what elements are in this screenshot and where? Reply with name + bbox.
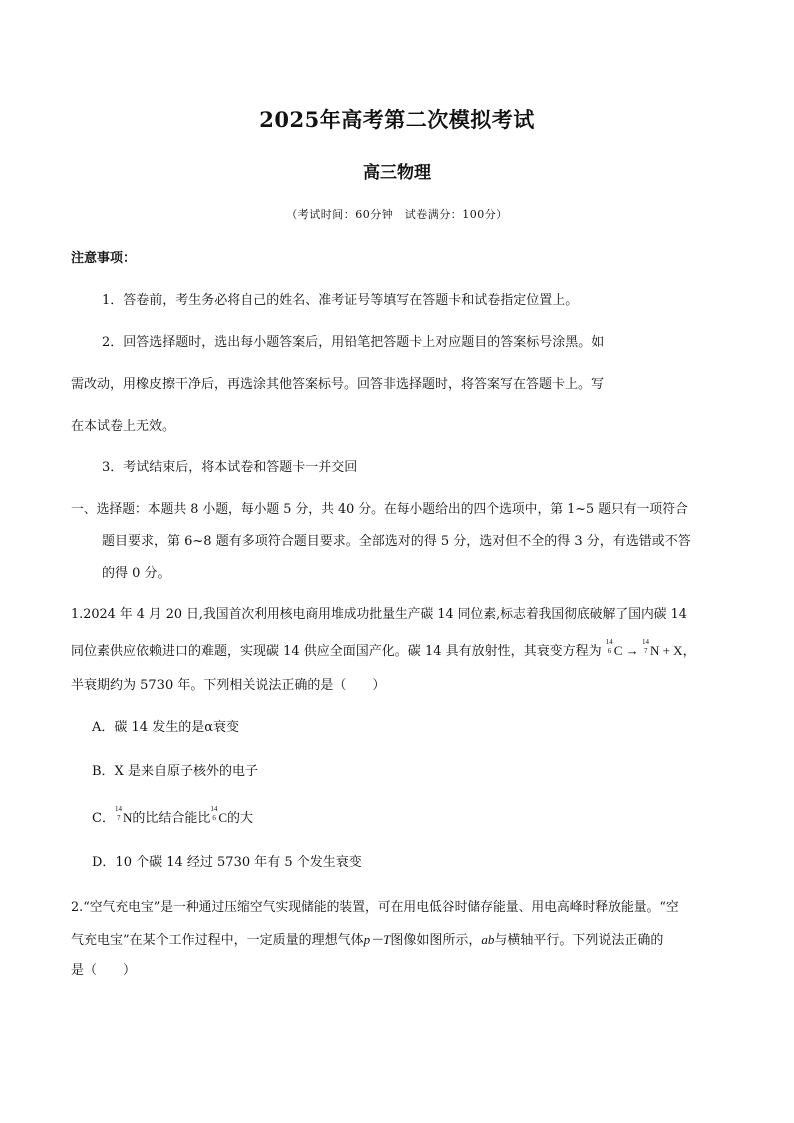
section-1-line-2: 题目要求，第 6~8 题有多项符合题目要求。全部选对的得 5 分，选对但不全的得 3 分，有选错或不答 — [102, 534, 691, 549]
question-1-option-b: B．X 是来自原子核外的电子 — [92, 764, 258, 779]
notice-item-1: 1．答卷前，考生务必将自己的姓名、准考证号等填写在答题卡和试卷指定位置上。 — [102, 293, 579, 308]
carbon-atomic-number: 6 — [607, 647, 612, 655]
question-1-line-1: 1.2024 年 4 月 20 日,我国首次利用核电商用堆成功批量生产碳 14 同位素,标志着我国彻底破解了国内碳 14 — [71, 607, 687, 622]
option-c-nitrogen-atomic: 7 — [116, 814, 121, 822]
question-2-line-1: 2.“空气充电宝”是一种通过压缩空气实现储能的装置，可在用电低谷时储存能量、用电高峰时释放能量。“空 — [71, 900, 679, 915]
section-1-line-1: 一、选择题：本题共 8 小题，每小题 5 分，共 40 分。在每小题给出的四个选项中，第 1~5 题只有一项符合 — [71, 502, 688, 517]
comma: ， — [682, 643, 696, 658]
ab-variable: ab — [481, 932, 495, 947]
question-1-option-d: D．10 个碳 14 经过 5730 年有 5 个发生衰变 — [92, 855, 362, 870]
decay-equation — [605, 638, 696, 658]
exam-info: （考试时间：60分钟 试卷满分：100分） — [286, 208, 508, 221]
notice-item-2-line-2: 需改动，用橡皮擦干净后，再选涂其他答案标号。回答非选择题时，将答案写在答题卡上。写 — [71, 377, 605, 392]
nitrogen-mass-number: 14 — [641, 638, 649, 646]
option-c-carbon-mass: 14 — [210, 805, 218, 813]
option-c-carbon-atomic: 6 — [212, 814, 216, 822]
notice-item-2-line-1: 2．回答选择题时，选出每小题答案后，用铅笔把答题卡上对应题目的答案标号涂黑。如 — [102, 335, 605, 350]
notice-item-2-line-3: 在本试卷上无效。 — [71, 419, 176, 434]
notice-item-3: 3．考试结束后，将本试卷和答题卡一并交回 — [102, 460, 358, 475]
option-c-nitrogen-mass: 14 — [114, 805, 122, 813]
question-1-line-3: 半衰期约为 5730 年。下列相关说法正确的是（ ） — [71, 678, 386, 693]
exam-subject: 高三物理 — [363, 163, 431, 183]
question-2-line-2-c: 与横轴平行。下列说法正确的 — [494, 933, 664, 948]
option-c-end: 的大 — [227, 811, 254, 826]
question-2-line-2 — [71, 931, 663, 950]
option-c-carbon-symbol: C — [218, 810, 228, 825]
arrow: → — [625, 643, 639, 658]
question-1-option-c — [92, 805, 254, 828]
nitrogen-atomic-number: 7 — [643, 647, 648, 655]
plus-x: + X — [662, 643, 683, 658]
option-c-middle: 的比结合能比 — [132, 811, 211, 826]
question-2-line-2-b: 图像如图所示， — [390, 933, 482, 948]
question-1-option-a: A．碳 14 发生的是α衰变 — [92, 720, 239, 735]
nitrogen-symbol: N — [649, 643, 660, 658]
p-t-variable: p－T — [363, 932, 391, 947]
question-1-line-2 — [71, 638, 696, 661]
notice-heading: 注意事项： — [71, 251, 137, 266]
section-1-line-3: 的得 0 分。 — [102, 566, 171, 581]
carbon-symbol: C — [613, 643, 623, 658]
option-c-nitrogen-symbol: N — [122, 810, 133, 825]
question-2-line-3: 是（ ） — [71, 963, 137, 978]
question-1-line-2-text: 同位素供应依赖进口的难题，实现碳 14 供应全面国产化。碳 14 具有放射性，其衰变方程为 — [71, 644, 602, 659]
exam-title: 2025年高考第二次模拟考试 — [259, 107, 535, 132]
question-2-line-2-a: 气充电宝”在某个工作过程中，一定质量的理想气体 — [71, 933, 364, 948]
option-c-prefix: C． — [92, 811, 115, 826]
carbon-mass-number: 14 — [605, 638, 613, 646]
